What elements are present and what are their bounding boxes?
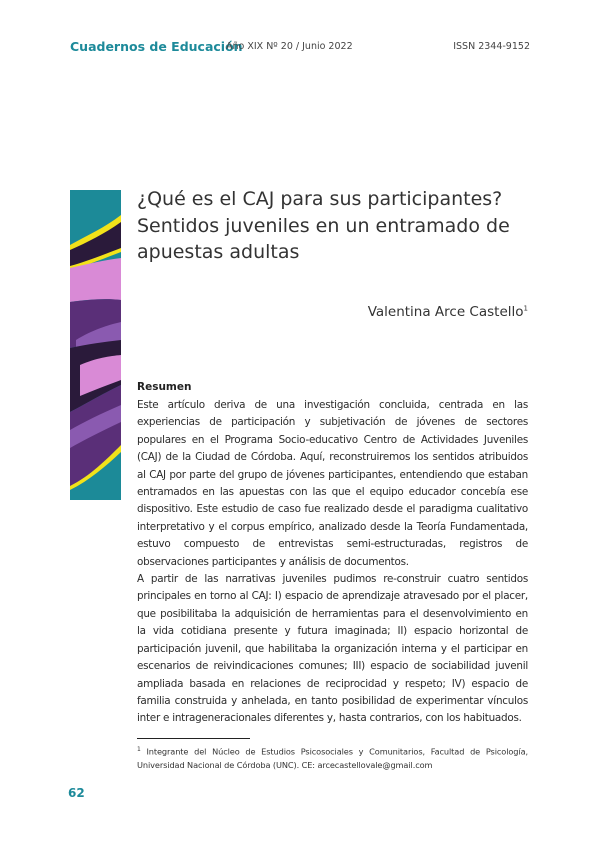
title-line: apuestas adultas bbox=[137, 241, 300, 263]
footnote bbox=[137, 743, 528, 772]
footnote-divider bbox=[137, 738, 250, 739]
author-footnote-mark[interactable]: 1 bbox=[523, 304, 528, 313]
issn: ISSN 2344-9152 bbox=[453, 41, 530, 52]
abstract-paragraph: A partir de las narrativas juveniles pudimos re-construir cuatro sentidos principales en torno al CAJ: I) espacio de aprendizaje atravesado por el placer, que posibilitaba la adquisición de herramientas para el desenvolvimiento en la vida cotidiana presente y futura imaginada; II) espacio horizontal de participación juvenil, que habilitaba la organización interna y el participar en escenarios de reivindicaciones comunes; III) espacio de sociabilidad juvenil ampliada basada en relaciones de reciprocidad y respeto; IV) espacio de familia construida y anhelada, en tanto posibilidad de experimentar vínculos inter e intrageneracionales diferentes y, hasta contrarios, con los habituados. bbox=[137, 573, 528, 725]
decorative-artwork bbox=[70, 190, 121, 500]
abstract-body bbox=[137, 397, 528, 728]
author-byline bbox=[368, 304, 528, 320]
title-line: Sentidos juveniles en un entramado de bbox=[137, 214, 510, 237]
running-header bbox=[70, 39, 530, 55]
abstract-art-image bbox=[70, 190, 121, 500]
title-line: ¿Qué es el CAJ para sus participantes? bbox=[137, 188, 503, 210]
page-number: 62 bbox=[68, 786, 85, 800]
abstract-paragraph: Este artículo deriva de una investigación concluida, centrada en las experiencias de participación y subjetivación de jóvenes de sectores populares en el Programa Socio-educativo Centro de Actividades Juveniles (CAJ) de la Ciudad de Córdoba. Aquí, reconstruiremos los sentidos atribuidos al CAJ por parte del grupo de jóvenes participantes, entendiendo que estaban entramados en las apuestas con las que el equipo educador concebía ese dispositivo. Este estudio de caso fue realizado desde el paradigma cualitativo interpretativo y el corpus empírico, analizado desde la Teoría Fundamentada, estuvo compuesto de entrevistas semi-estructuradas, registros de observaciones participantes y análisis de documentos. bbox=[137, 399, 528, 568]
footnote-text: Integrante del Núcleo de Estudios Psicosociales y Comunitarios, Facultad de Psicología, Universidad Nacional de Córdoba (UNC). CE: arcecastellovale@gmail.com bbox=[137, 746, 528, 770]
journal-name: Cuadernos de Educación bbox=[70, 39, 243, 54]
author-name: Valentina Arce Castello bbox=[367, 304, 524, 320]
footnote-mark: 1 bbox=[137, 746, 141, 753]
issue-info: Año XIX Nº 20 / Junio 2022 bbox=[226, 41, 353, 52]
abstract-heading: Resumen bbox=[137, 381, 192, 393]
article-title bbox=[137, 186, 537, 266]
